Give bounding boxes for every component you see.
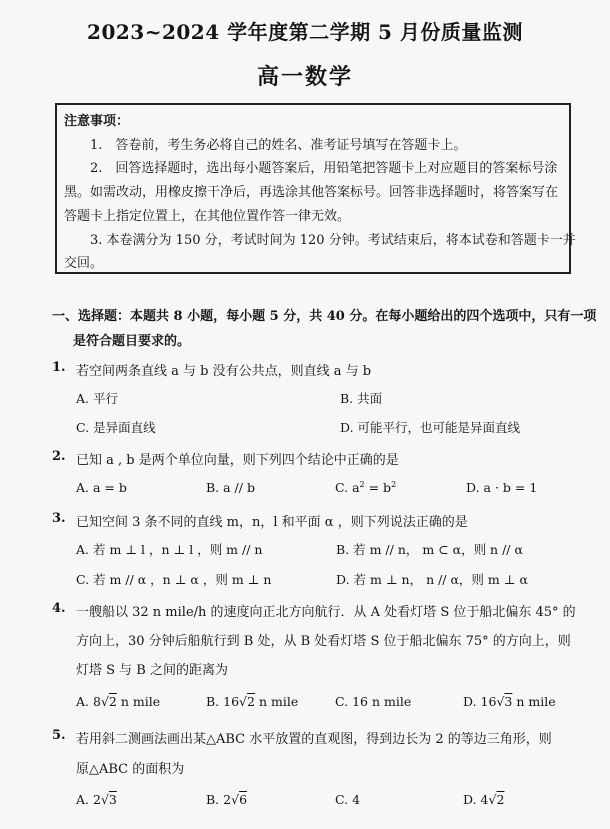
radicand: 3 [108,792,117,807]
option-c-lhs: C. a [335,480,360,495]
option-a-unit: n mile [116,694,161,709]
option-b [206,792,247,807]
option-d-coef: D. 16 [463,694,497,709]
question-stem: 若用斜二测画法画出某△ABC 水平放置的直观图，得到边长为 2 的等边三角形，则 [76,732,552,747]
option-a [76,792,117,807]
notice-heading: 注意事项： [64,114,130,129]
option-c: C. 16 n mile [335,694,412,709]
option-b-coef: B. 16 [206,694,240,709]
option-a-coef: A. 2 [76,792,101,807]
notice-line: 答题卡上指定位置上，在其他位置作答一律无效。 [64,209,351,224]
notice-line: 1. 答卷前，考生务必将自己的姓名、准考证号填写在答题卡上。 [90,138,467,153]
option-d [463,694,556,709]
option-a [76,694,160,709]
option-a: A. 若 m ⊥ l ，n ⊥ l ，则 m // n [76,542,263,557]
question-stem-cont: 原△ABC 的面积为 [76,762,185,777]
radicand: 6 [239,792,248,807]
option-b-coef: B. 2 [206,792,232,807]
option-c-exp: 2 [359,479,365,489]
sqrt-symbol: √ [488,792,497,807]
question-stem-cont: 灯塔 S 与 B 之间的距离为 [76,663,228,678]
section-heading: 一、选择题：本题共 8 小题，每小题 5 分，共 40 分。在每小题给出的四个选项中，只有一项 [52,309,597,324]
option-d: D. 若 m ⊥ n， n // α，则 m ⊥ α [336,572,528,587]
option-a-coef: A. 8 [76,694,101,709]
question-number: 2. [52,449,66,464]
option-c-rhs: = b [364,480,392,495]
exam-subject: 高一数学 [256,64,353,90]
option-a: A. a = b [76,480,127,495]
option-b [206,694,298,709]
sqrt-symbol: √ [496,694,505,709]
question-stem: 若空间两条直线 a 与 b 没有公共点，则直线 a 与 b [76,364,372,379]
option-c: C. 4 [335,792,361,807]
radicand: 2 [247,694,255,709]
question-stem: 已知 a , b 是两个单位向量，则下列四个结论中正确的是 [76,453,399,468]
option-b-unit: n mile [254,694,299,709]
option-a: A. 平行 [76,391,118,406]
question-stem-cont: 方向上，30 分钟后船航行到 B 处，从 B 处看灯塔 S 位于船北偏东 75° 的方向上，则 [76,634,571,649]
notice-line: 3. 本卷满分为 150 分，考试时间为 120 分钟。考试结束后，将本试卷和答题卡一并 [90,233,576,248]
question-number: 4. [52,601,66,616]
sqrt-symbol: √ [100,792,109,807]
sqrt-symbol: √ [239,694,248,709]
option-c-exp2: 2 [391,479,397,489]
section-heading-cont: 是符合题目要求的。 [73,334,191,349]
option-d: D. a · b = 1 [466,480,538,495]
question-number: 3. [52,511,66,526]
option-c: C. 若 m // α ，n ⊥ α ，则 m ⊥ n [76,572,272,587]
question-stem: 一艘船以 32 n mile/h 的速度向正北方向航行．从 A 处看灯塔 S 位于船北偏东 45° 的 [76,605,576,620]
option-c [335,480,396,495]
notice-line: 交回。 [64,256,104,271]
notice-line: 2. 回答选择题时，选出每小题答案后，用铅笔把答题卡上对应题目的答案标号涂 [90,161,558,176]
option-b: B. 若 m // n， m ⊂ α，则 n // α [336,542,523,557]
option-d: D. 可能平行，也可能是异面直线 [340,420,521,435]
option-d-coef: D. 4 [463,792,489,807]
radicand: 2 [108,694,117,709]
radicand: 2 [496,792,505,807]
question-stem: 已知空间 3 条不同的直线 m，n，l 和平面 α ，则下列说法正确的是 [76,515,468,530]
notice-line: 黑。如需改动，用橡皮擦干净后，再选涂其他答案标号。回答非选择题时，将答案写在 [64,185,559,200]
sqrt-symbol: √ [100,694,109,709]
option-c: C. 是异面直线 [76,420,156,435]
sqrt-symbol: √ [231,792,240,807]
question-number: 1. [52,360,66,375]
option-b: B. 共面 [340,391,383,406]
option-d [463,792,504,807]
question-number: 5. [52,728,66,743]
exam-title: 2023~2024 学年度第二学期 5 月份质量监测 [87,20,523,44]
option-d-unit: n mile [512,694,556,709]
radicand: 3 [504,694,513,709]
option-b: B. a // b [206,480,255,495]
